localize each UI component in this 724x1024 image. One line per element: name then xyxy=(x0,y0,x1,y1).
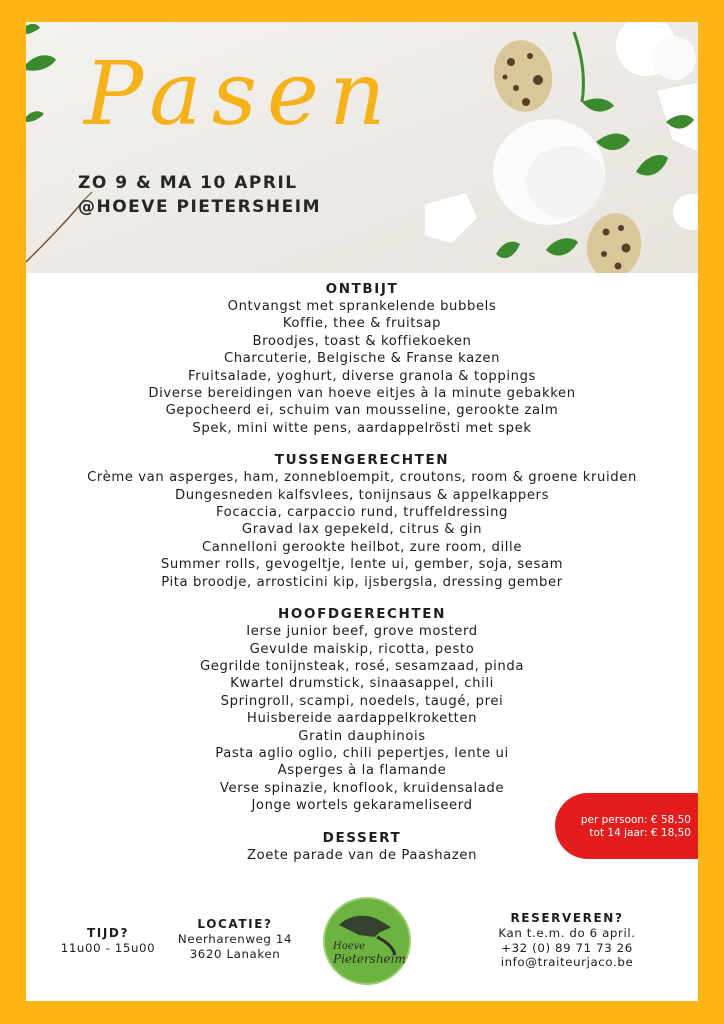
menu-item: Focaccia, carpaccio rund, truffeldressing xyxy=(215,505,509,521)
menu-item: Pasta aglio oglio, chili pepertjes, lente ui xyxy=(215,745,509,761)
time-title: TIJD? xyxy=(86,926,130,940)
menu-item: Charcuterie, Belgische & Franse kazen xyxy=(223,351,501,367)
menu-item: Gratin dauphinois xyxy=(298,728,426,744)
menu-item: Gepocheerd ei, schuim van mousseline, gerookte zalm xyxy=(165,403,559,419)
menu-item: Zoete parade van de Paashazen xyxy=(246,847,478,863)
menu-item: Kwartel drumstick, sinaasappel, chili xyxy=(230,676,494,692)
menu-item: Gevulde maiskip, ricotta, pesto xyxy=(249,641,475,657)
section-title: DESSERT xyxy=(322,829,402,846)
section-title: ONTBIJT xyxy=(325,281,399,297)
price-children: tot 14 jaar: € 18,50 xyxy=(589,827,691,839)
event-venue: @HOEVE PIETERSHEIM xyxy=(78,197,322,217)
logo-text-hoeve: Hoeve xyxy=(333,941,366,952)
section-hoofdgerechten xyxy=(26,605,698,814)
menu-item: Ontvangst met sprankelende bubbels xyxy=(227,299,497,314)
section-ontbijt xyxy=(26,280,698,437)
menu-sheet xyxy=(26,22,698,1001)
footer-location xyxy=(168,916,302,961)
hoeve-pietersheim-logo xyxy=(319,897,415,985)
section-tussengerechten xyxy=(26,451,698,591)
location-city: 3620 Lanaken xyxy=(189,946,281,961)
menu-item: Springroll, scampi, noedels, taugé, prei xyxy=(220,693,504,709)
menu-item: Koffie, thee & fruitsap xyxy=(282,316,442,332)
menu-list xyxy=(26,280,698,878)
menu-item: Diverse bereidingen van hoeve eitjes à la minute gebakken xyxy=(148,386,576,402)
page-title: Pasen xyxy=(84,42,396,145)
reserve-phone[interactable]: +32 (0) 89 71 73 26 xyxy=(501,940,633,955)
section-title: HOOFDGERECHTEN xyxy=(278,606,446,623)
time-value: 11u00 - 15u00 xyxy=(60,941,156,955)
menu-item: Asperges à la flamande xyxy=(277,763,447,779)
menu-item: Fruitsalade, yoghurt, diverse granola & toppings xyxy=(187,368,537,384)
reserve-deadline: Kan t.e.m. do 6 april. xyxy=(498,926,636,940)
menu-item: Jonge wortels gekarameliseerd xyxy=(251,798,473,814)
reserve-email[interactable]: info@traiteurjaco.be xyxy=(500,955,634,969)
event-dates: ZO 9 & MA 10 APRIL xyxy=(78,173,298,193)
price-per-person: per persoon: € 58,50 xyxy=(580,814,691,826)
hero-banner xyxy=(26,22,698,273)
menu-item: Cannelloni gerookte heilbot, zure room, dille xyxy=(201,539,523,555)
footer-reserve xyxy=(472,910,662,970)
menu-item: Summer rolls, gevogeltje, lente ui, gember, soja, sesam xyxy=(160,557,564,573)
location-title: LOCATIE? xyxy=(197,917,273,931)
menu-item: Spek, mini witte pens, aardappelrösti met spek xyxy=(192,420,532,436)
menu-item: Dungesneden kalfsvlees, tonijnsaus & appelkappers xyxy=(174,487,550,503)
menu-item: Gegrilde tonijnsteak, rosé, sesamzaad, pinda xyxy=(199,658,525,674)
menu-item: Pita broodje, arrosticini kip, ijsbergsla, dressing gember xyxy=(161,574,563,590)
menu-item: Broodjes, toast & koffiekoeken xyxy=(252,333,472,349)
menu-item: Crème van asperges, ham, zonnebloempit, croutons, room & groene kruiden xyxy=(87,470,637,486)
menu-item: Ierse junior beef, grove mosterd xyxy=(246,624,478,640)
footer-time xyxy=(58,925,158,956)
reserve-title: RESERVEREN? xyxy=(510,911,624,925)
menu-item: Gravad lax gepekeld, citrus & gin xyxy=(241,522,483,538)
price-badge xyxy=(555,793,698,859)
location-street: Neerharenweg 14 xyxy=(177,932,293,946)
logo-text-pietersheim: Pietersheim xyxy=(333,952,406,966)
section-title: TUSSENGERECHTEN xyxy=(274,452,450,469)
menu-item: Verse spinazie, knoflook, kruidensalade xyxy=(219,780,505,796)
menu-item: Huisbereide aardappelkroketten xyxy=(246,711,478,727)
